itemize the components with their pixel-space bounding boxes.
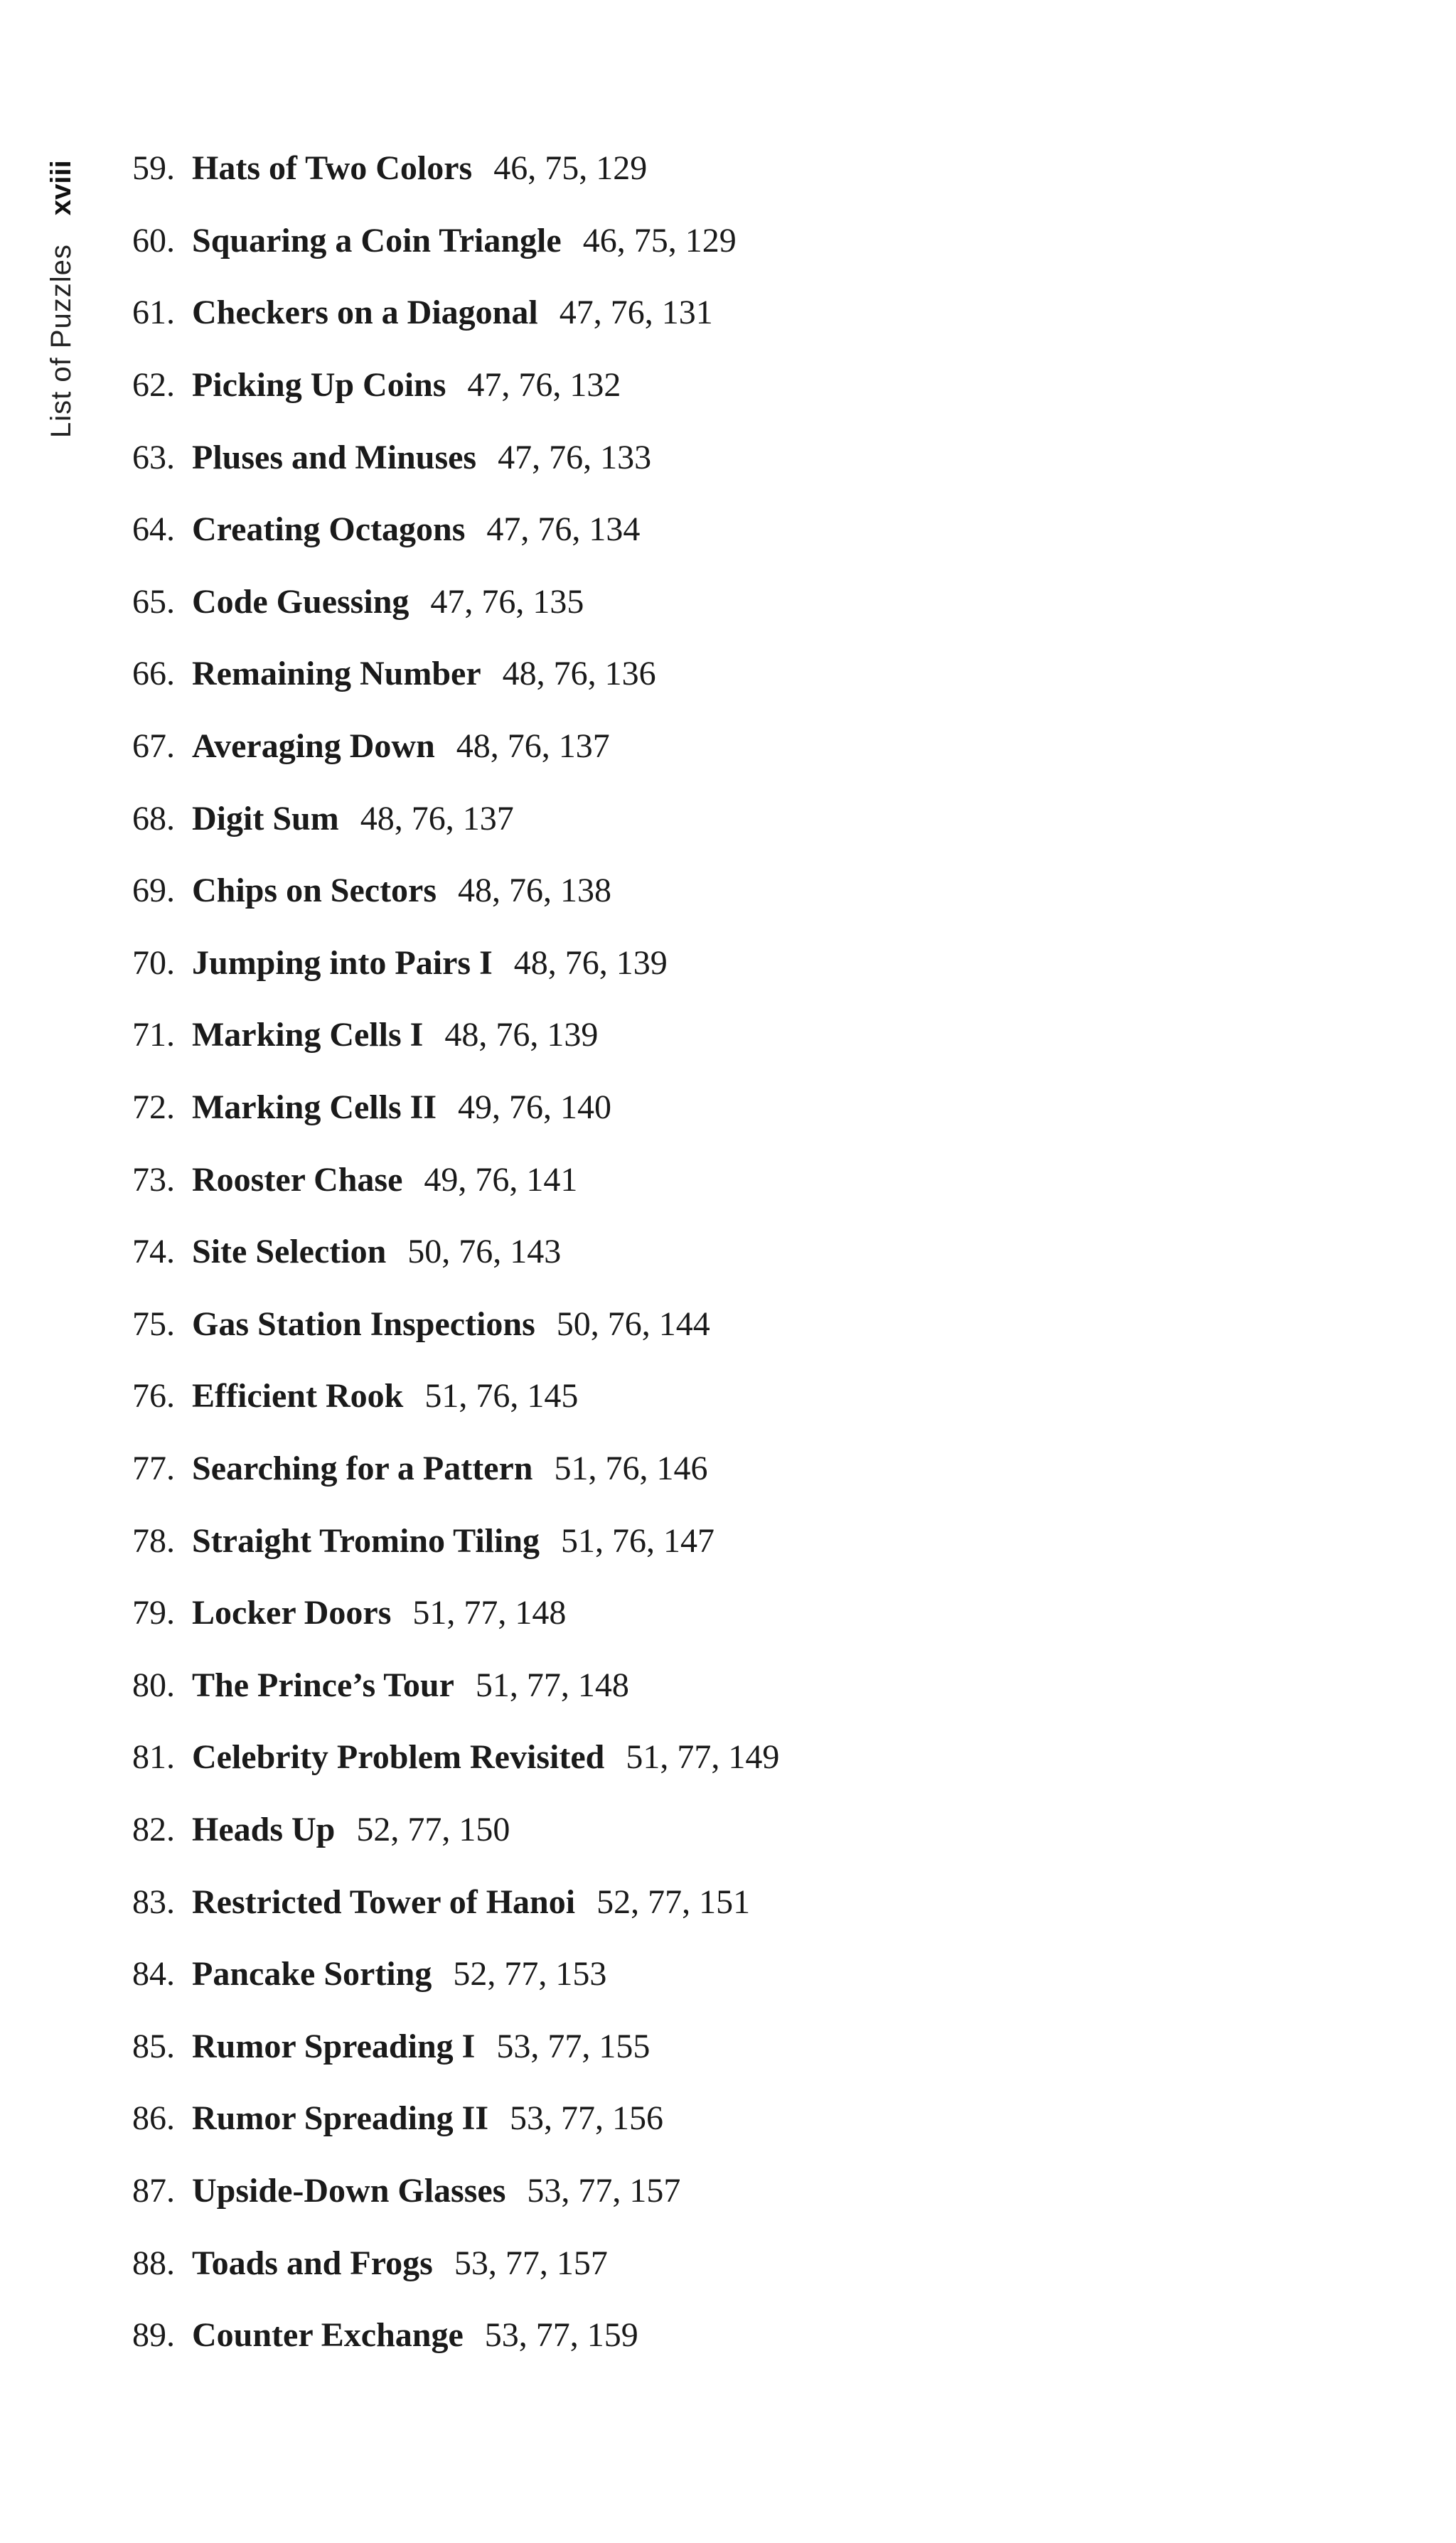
entry-title: Pancake Sorting (192, 1955, 432, 1993)
entry-title: Upside-Down Glasses (192, 2171, 506, 2210)
entry-number: 79. (132, 1594, 175, 1632)
entry-number: 73. (132, 1160, 175, 1199)
entry-number: 59. (132, 149, 175, 188)
entry-pages: 48, 76, 137 (456, 727, 610, 766)
puzzle-entry (132, 1721, 779, 1794)
puzzle-entry (132, 2227, 779, 2299)
entry-number: 85. (132, 2027, 175, 2065)
entry-title: Site Selection (192, 1233, 387, 1271)
entry-pages: 47, 76, 135 (430, 582, 584, 621)
entry-title: Remaining Number (192, 655, 481, 693)
entry-number: 70. (132, 943, 175, 982)
entry-pages: 51, 77, 148 (412, 1594, 567, 1632)
puzzle-entry (132, 2010, 779, 2082)
puzzle-entry (132, 132, 779, 205)
entry-pages: 53, 77, 157 (527, 2171, 681, 2210)
entry-title: Rumor Spreading I (192, 2027, 476, 2065)
entry-pages: 49, 76, 141 (424, 1160, 578, 1199)
entry-number: 74. (132, 1233, 175, 1271)
entry-title: Heads Up (192, 1810, 336, 1848)
puzzle-entry (132, 1143, 779, 1216)
entry-title: Marking Cells II (192, 1088, 437, 1127)
entry-pages: 49, 76, 140 (458, 1088, 612, 1127)
entry-title: Code Guessing (192, 582, 410, 621)
entry-title: Picking Up Coins (192, 366, 446, 405)
entry-number: 65. (132, 582, 175, 621)
entry-pages: 46, 75, 129 (582, 221, 737, 259)
entry-number: 89. (132, 2316, 175, 2355)
puzzle-entry (132, 1649, 779, 1721)
entry-pages: 52, 77, 153 (453, 1955, 607, 1993)
puzzle-entry (132, 927, 779, 1000)
entry-title: Rumor Spreading II (192, 2099, 488, 2138)
entry-title: Marking Cells I (192, 1016, 424, 1054)
puzzle-entry (132, 1504, 779, 1577)
puzzle-entry (132, 1938, 779, 2011)
puzzle-entry (132, 710, 779, 783)
entry-pages: 50, 76, 143 (407, 1233, 562, 1271)
entry-number: 64. (132, 510, 175, 549)
entry-number: 66. (132, 655, 175, 693)
entry-title: Pluses and Minuses (192, 438, 477, 476)
puzzle-list (132, 132, 779, 2371)
puzzle-entry (132, 1360, 779, 1433)
entry-title: Digit Sum (192, 799, 339, 837)
puzzle-entry (132, 1433, 779, 1505)
entry-number: 76. (132, 1377, 175, 1415)
puzzle-entry (132, 1865, 779, 1938)
entry-pages: 48, 76, 139 (513, 943, 668, 982)
entry-title: Straight Tromino Tiling (192, 1521, 540, 1560)
entry-title: Locker Doors (192, 1594, 392, 1632)
entry-pages: 53, 77, 157 (454, 2244, 608, 2282)
entry-number: 87. (132, 2171, 175, 2210)
entry-pages: 52, 77, 150 (356, 1810, 510, 1848)
puzzle-entry (132, 349, 779, 422)
entry-number: 60. (132, 221, 175, 259)
entry-number: 88. (132, 2244, 175, 2282)
entry-pages: 47, 76, 132 (467, 366, 621, 405)
entry-pages: 53, 77, 155 (496, 2027, 651, 2065)
entry-title: Rooster Chase (192, 1160, 403, 1199)
puzzle-entry (132, 638, 779, 710)
entry-title: Gas Station Inspections (192, 1305, 535, 1343)
puzzle-entry (132, 999, 779, 1071)
page-number: xviii (45, 160, 77, 216)
puzzle-entry (132, 1216, 779, 1288)
entry-number: 83. (132, 1883, 175, 1921)
puzzle-entry (132, 1794, 779, 1866)
entry-pages: 48, 76, 136 (502, 655, 656, 693)
puzzle-entry (132, 205, 779, 277)
entry-title: Searching for a Pattern (192, 1449, 533, 1487)
puzzle-entry (132, 855, 779, 927)
entry-title: The Prince’s Tour (192, 1666, 454, 1704)
entry-pages: 51, 77, 149 (626, 1738, 780, 1777)
entry-pages: 51, 76, 147 (561, 1521, 715, 1560)
entry-number: 69. (132, 872, 175, 910)
entry-number: 84. (132, 1955, 175, 1993)
entry-pages: 47, 76, 134 (486, 510, 641, 549)
entry-title: Hats of Two Colors (192, 149, 473, 188)
entry-number: 67. (132, 727, 175, 766)
puzzle-entry (132, 493, 779, 566)
entry-number: 81. (132, 1738, 175, 1777)
entry-number: 61. (132, 294, 175, 332)
entry-title: Efficient Rook (192, 1377, 404, 1415)
entry-pages: 48, 76, 139 (444, 1016, 599, 1054)
entry-number: 72. (132, 1088, 175, 1127)
entry-title: Counter Exchange (192, 2316, 464, 2355)
entry-pages: 53, 77, 156 (510, 2099, 663, 2138)
entry-title: Celebrity Problem Revisited (192, 1738, 605, 1777)
entry-pages: 46, 75, 129 (493, 149, 648, 188)
entry-title: Averaging Down (192, 727, 435, 766)
entry-title: Squaring a Coin Triangle (192, 221, 562, 259)
entry-title: Jumping into Pairs I (192, 943, 493, 982)
running-head-title: List of Puzzles (45, 244, 77, 438)
entry-pages: 50, 76, 144 (556, 1305, 710, 1343)
entry-number: 75. (132, 1305, 175, 1343)
puzzle-entry (132, 566, 779, 638)
puzzle-entry (132, 1288, 779, 1361)
entry-title: Toads and Frogs (192, 2244, 433, 2282)
entry-title: Restricted Tower of Hanoi (192, 1883, 576, 1921)
entry-number: 77. (132, 1449, 175, 1487)
entry-pages: 53, 77, 159 (484, 2316, 638, 2355)
puzzle-entry (132, 277, 779, 349)
entry-title: Creating Octagons (192, 510, 466, 549)
entry-number: 80. (132, 1666, 175, 1704)
puzzle-entry (132, 421, 779, 493)
entry-number: 68. (132, 799, 175, 837)
puzzle-entry (132, 1577, 779, 1649)
entry-pages: 47, 76, 131 (559, 294, 713, 332)
entry-title: Chips on Sectors (192, 872, 437, 910)
entry-number: 86. (132, 2099, 175, 2138)
puzzle-entry (132, 1071, 779, 1144)
puzzle-entry (132, 2155, 779, 2227)
entry-pages: 51, 77, 148 (475, 1666, 629, 1704)
running-head (26, 139, 97, 438)
entry-pages: 52, 77, 151 (596, 1883, 751, 1921)
puzzle-entry (132, 2299, 779, 2372)
puzzle-entry (132, 782, 779, 855)
entry-title: Checkers on a Diagonal (192, 294, 538, 332)
entry-number: 78. (132, 1521, 175, 1560)
entry-pages: 51, 76, 145 (424, 1377, 579, 1415)
entry-number: 63. (132, 438, 175, 476)
entry-number: 82. (132, 1810, 175, 1848)
entry-pages: 47, 76, 133 (498, 438, 652, 476)
puzzle-entry (132, 2082, 779, 2155)
entry-number: 71. (132, 1016, 175, 1054)
entry-pages: 51, 76, 146 (554, 1449, 708, 1487)
entry-number: 62. (132, 366, 175, 405)
entry-pages: 48, 76, 138 (458, 872, 612, 910)
entry-pages: 48, 76, 137 (360, 799, 514, 837)
